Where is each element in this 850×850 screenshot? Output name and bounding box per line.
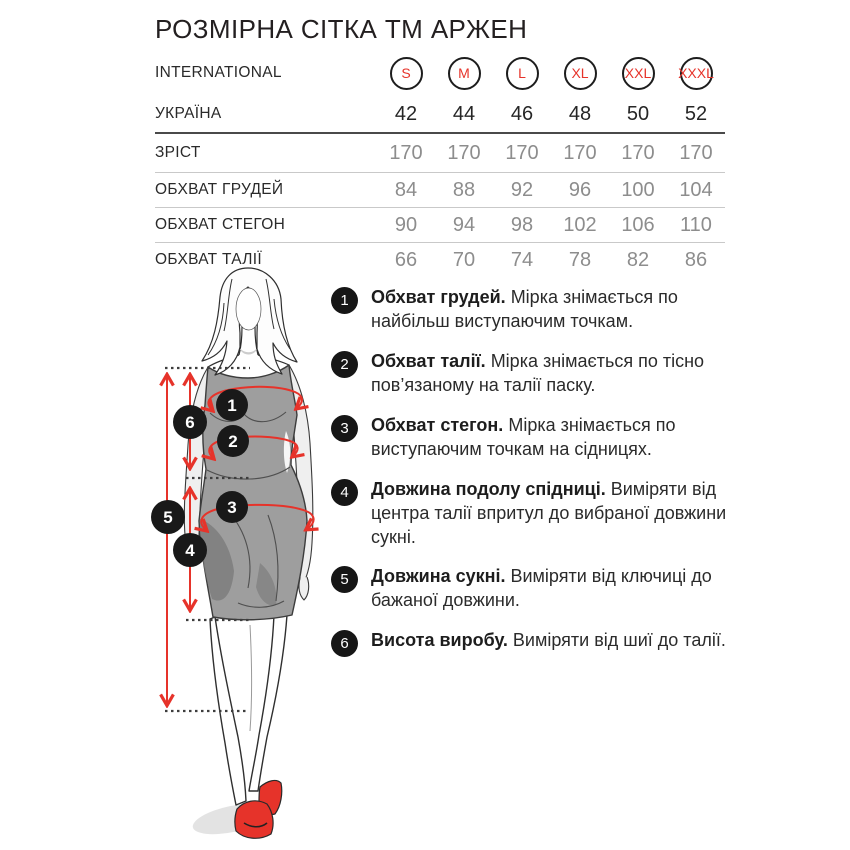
row-label-international: INTERNATIONAL (155, 64, 282, 81)
size-badge-xxxl: XXXL (680, 57, 713, 90)
table-row-bust (155, 172, 725, 207)
table-cell: 92 (510, 178, 534, 201)
table-row-ukraine (155, 96, 725, 132)
table-cell: 170 (679, 141, 713, 164)
legend-number-badge: 3 (331, 415, 358, 442)
marker-3 (216, 491, 248, 523)
table-cell: 170 (447, 141, 481, 164)
size-badge-l: L (506, 57, 539, 90)
woman-sketch (140, 263, 340, 850)
legend-item-4 (331, 478, 731, 550)
table-cell: 100 (621, 178, 655, 201)
table-cell: 86 (684, 248, 708, 271)
size-badge-s: S (390, 57, 423, 90)
legend-term: Довжина подолу спідниці. (371, 478, 606, 499)
svg-text:3: 3 (227, 498, 237, 517)
measurement-figure (140, 263, 340, 850)
table-cell: 96 (568, 178, 592, 201)
ukr-size-value: 42 (394, 102, 418, 125)
legend-item-6 (331, 629, 731, 657)
size-badge-m: M (448, 57, 481, 90)
size-badge-xxl: XXL (622, 57, 655, 90)
svg-text:6: 6 (185, 413, 195, 432)
size-badge-xl: XL (564, 57, 597, 90)
table-cell: 82 (626, 248, 650, 271)
legend-term: Обхват талії. (371, 350, 486, 371)
table-cell: 66 (394, 248, 418, 271)
legend-description: Мірка знімається по найбільш виступаючим точкам. (371, 287, 678, 331)
face (236, 288, 261, 330)
marker-4 (173, 533, 207, 567)
legend-item-2 (331, 350, 731, 398)
ukr-size-value: 46 (510, 102, 534, 125)
dress (199, 365, 307, 620)
table-cell: 74 (510, 248, 534, 271)
marker-1 (216, 389, 248, 421)
table-row-hips (155, 207, 725, 242)
svg-text:4: 4 (185, 541, 195, 560)
table-cell: 106 (621, 213, 655, 236)
table-cell: 84 (394, 178, 418, 201)
legend-term: Обхват грудей. (371, 287, 506, 307)
marker-5 (151, 500, 185, 534)
ukr-size-value: 50 (626, 102, 650, 125)
legend-description: Мірка знімається по виступаючим точкам на сідницях. (371, 414, 676, 459)
table-cell: 170 (505, 141, 539, 164)
table-cell: 104 (679, 178, 713, 201)
row-label-bust: ОБХВАТ ГРУДЕЙ (155, 181, 284, 198)
svg-text:2: 2 (228, 432, 238, 451)
legend-description: Виміряти від шиї до талії. (512, 630, 726, 651)
table-cell: 170 (621, 141, 655, 164)
table-cell: 88 (452, 178, 476, 201)
row-label-ukraine: УКРАЇНА (155, 105, 222, 122)
legend-term: Обхват стегон. (371, 414, 504, 435)
table-cell: 170 (389, 141, 423, 164)
measurement-legend (331, 286, 731, 673)
legend-term: Висота виробу. (371, 630, 508, 651)
legend-item-5 (331, 565, 731, 613)
legend-item-1 (331, 286, 731, 334)
legend-description: Виміряти від ключиці до бажаної довжини. (371, 566, 712, 611)
table-cell: 102 (563, 213, 597, 236)
table-cell: 90 (394, 213, 418, 236)
legend-item-3 (331, 414, 731, 462)
legs (210, 615, 287, 805)
legend-number-badge: 6 (331, 630, 358, 657)
legend-number-badge: 5 (331, 566, 358, 593)
table-cell: 94 (452, 213, 476, 236)
page-title: РОЗМІРНА СІТКА ТМ АРЖЕН (155, 14, 528, 44)
svg-text:5: 5 (163, 508, 173, 527)
ukr-size-value: 44 (452, 102, 476, 125)
table-row-height (155, 132, 725, 172)
legend-description: Мірка знімається по тісно пов’язаному на талії паску. (371, 350, 705, 395)
row-label-hips: ОБХВАТ СТЕГОН (155, 216, 286, 233)
legend-number-badge: 2 (331, 351, 358, 378)
legend-term: Довжина сукні. (371, 566, 506, 587)
table-cell: 170 (563, 141, 597, 164)
svg-text:1: 1 (227, 396, 237, 415)
ukr-size-value: 52 (684, 102, 708, 125)
table-cell: 78 (568, 248, 592, 271)
hair (202, 268, 297, 375)
marker-6 (173, 405, 207, 439)
table-cell: 70 (452, 248, 476, 271)
legend-number-badge: 4 (331, 479, 358, 506)
table-cell: 110 (680, 213, 712, 236)
table-cell: 98 (510, 213, 534, 236)
row-label-waist: ОБХВАТ ТАЛІЇ (155, 251, 262, 268)
ukr-size-value: 48 (568, 102, 592, 125)
row-label-height: ЗРІСТ (155, 144, 201, 161)
legend-number-badge: 1 (331, 287, 358, 314)
legend-description: Виміряти від центра талії впритул до вибраної довжини сукні. (371, 478, 727, 547)
size-table (155, 50, 725, 277)
table-row-international (155, 50, 725, 96)
marker-2 (217, 425, 249, 457)
